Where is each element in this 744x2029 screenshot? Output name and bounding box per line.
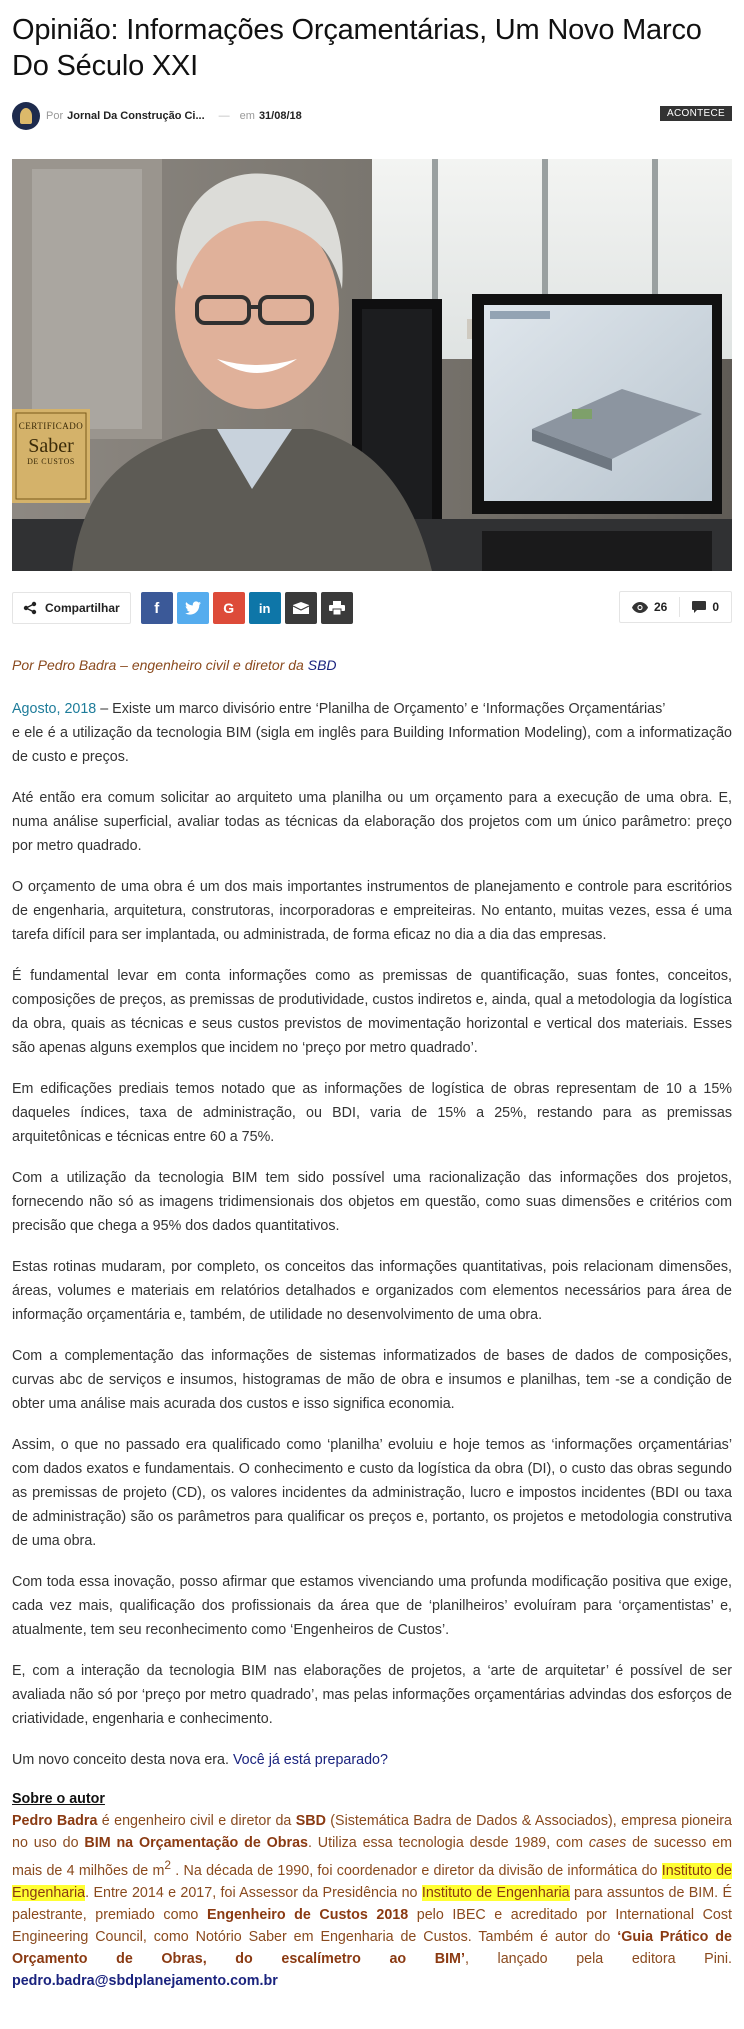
email-icon[interactable] <box>285 592 317 624</box>
paragraph: E, com a interação da tecnologia BIM nas elaborações de projetos, a ‘arte de arquitetar’ é possível de ser avaliada não só por ‘preço por metro quadrado’, mas pelas informações orçamentárias advindas dos esforços de criatividade, engenharia e conhecimento. <box>12 1663 732 1727</box>
facebook-icon[interactable]: f <box>141 592 173 624</box>
article-title: Opinião: Informações Orçamentárias, Um Novo Marco Do Século XXI <box>12 14 702 82</box>
paragraph: Assim, o que no passado era qualificado como ‘planilha’ evoluiu e hoje temos as ‘informações orçamentárias’ com dados exatos e fundamentais. O conhecimento e custo da logística da obra (DI), o custo das obras segundo as premissas de projeto (CD), os valores incidentes da administração, lucro e impostos incidentes (BDI ou taxa de administração) são os parâmetros para qualificar os preços e, portanto, os projetos e metodologia construtiva de uma obra. <box>12 1437 732 1549</box>
hero-badge-line3: DE CUSTOS <box>27 457 75 466</box>
paragraph: Estas rotinas mudaram, por completo, os conceitos das informações quantitativas, pois relacionam dimensões, áreas, volumes e materiais em relatórios detalhados e organizados com elementos necessários para área de informação orçamentária e, também, de utilidade no desenvolvimento de uma obra. <box>12 1259 732 1323</box>
views-value: 26 <box>653 600 668 614</box>
paragraph: Com a complementação das informações de sistemas informatizados de bases de dados de composições, curvas abc de serviços e insumos, histogramas de mão de obra e insumos e planilhas, tem -se a condição de obter uma análise mais acurada dos custos e isso significa economia. <box>12 1348 732 1412</box>
byline-text: Por Pedro Badra – engenheiro civil e diretor da <box>12 657 308 673</box>
author-email-link[interactable]: pedro.badra@sbdplanejamento.com.br <box>12 1972 278 1989</box>
book-title: ‘Guia Prático de Orçamento de Obras, do escalímetro ao BIM’ <box>12 1928 732 1967</box>
hero-photo <box>12 159 732 571</box>
share-label: Compartilhar <box>45 601 120 615</box>
by-prefix: Por <box>46 110 64 122</box>
hero-image <box>12 159 732 571</box>
paragraph: É fundamental levar em conta informações como as premissas de quantificação, suas fontes, conceitos, composições de preços, as premissas de produtividade, custos indiretos e, ainda, qual a metodologia da logística da obra, quais as técnicas e seus custos previstos de movimentação horizontal e vertical dos materiais. Esses são apenas alguns exemplos que incidem no ‘preço por metro quadrado’. <box>12 968 732 1056</box>
publish-date: 31/08/18 <box>258 110 302 122</box>
award-highlight: Engenheiro de Custos 2018 <box>206 1906 409 1923</box>
author-name: Pedro Badra <box>12 1813 98 1829</box>
paragraph: Até então era comum solicitar ao arquiteto uma planilha ou um orçamento para a execução de uma obra. E, numa análise superficial, avaliar todas as técnicas da elaboração dos projetos com um único parâmetro: preço por metro quadrado. <box>12 790 732 854</box>
closing-question: Você já está preparado? <box>232 1752 388 1768</box>
category-tag[interactable]: ACONTECE <box>660 106 732 121</box>
author-avatar[interactable] <box>12 102 40 130</box>
about-author-text: Pedro Badra é engenheiro civil e diretor da SBD (Sistemática Badra de Dados & Associados), empresa pioneira no uso do BIM na Orçamentação de Obras. Utiliza essa tecnologia desde 1989, com cases de sucesso em mais de 4 milhões de $m^2$ . Na década de 1990, foi coordenador e diretor da divisão de informática do Instituto de Engenharia. Entre 2014 e 2017, foi Assessor da Presidência no Instituto de Engenharia para assuntos de BIM. É palestrante, premiado como Engenheiro de Custos 2018 pelo IBEC e acreditado por International Cost Engineering Council, como Notório Saber em Engenharia de Custos. Também é autor do ‘Guia Prático de Orçamento de Obras, do escalímetro ao BIM’, lançado pela editora Pini. pedro.badra@sbdplanejamento.com.br <box>12 1813 733 1989</box>
share-icon <box>23 601 37 615</box>
date-prefix: em <box>239 110 255 122</box>
comments-count[interactable] <box>692 600 719 614</box>
comment-icon <box>692 601 706 613</box>
paragraph: Com toda essa inovação, posso afirmar que estamos vivenciando uma profunda modificação positiva que exige, cada vez mais, qualificação dos profissionais da área que de ‘planilheiros’ evoluíram para ‘orçamentistas’ e, atualmente, tem seu reconhecimento como ‘Engenheiros de Custos’. <box>12 1574 732 1638</box>
byline-sbd-link[interactable]: SBD <box>307 657 337 673</box>
article-byline <box>12 655 732 675</box>
institute-highlight: Instituto de Engenharia <box>421 1884 570 1901</box>
closing-paragraph <box>12 1748 732 1772</box>
hero-badge <box>12 421 90 466</box>
company-name: SBD <box>295 1813 326 1829</box>
post-stats <box>619 591 732 623</box>
hero-badge-line1: CERTIFICADO <box>18 421 84 431</box>
share-bar <box>12 591 732 625</box>
paragraph: O orçamento de uma obra é um dos mais importantes instrumentos de planejamento e controle para escritórios de engenharia, arquitetura, construtoras, incorporadoras e empreiteiras. No entanto, muitas vezes, essa é uma tarefa difícil para ser implantada, ou administrada, de forma eficaz no dia a dia das empresas. <box>12 879 732 943</box>
hero-badge-line2: Saber <box>28 435 74 457</box>
meta-separator: — <box>218 110 230 122</box>
views-count <box>632 600 667 614</box>
intro-paragraph <box>12 697 732 769</box>
paragraph: Com a utilização da tecnologia BIM tem sido possível uma racionalização das informações dos projetos, fornecendo não só as imagens tridimensionais dos objetos em questão, como suas dimensões e critérios com precisão que chega a 95% dos dados quantitativos. <box>12 1170 732 1234</box>
twitter-icon[interactable] <box>177 592 209 624</box>
intro-text-2: e ele é a utilização da tecnologia BIM (sigla em inglês para Building Information Modeling), com a informatização de custo e preços. <box>12 725 732 765</box>
bim-highlight: BIM na Orçamentação de Obras <box>84 1835 308 1851</box>
about-author-heading: Sobre o autor <box>12 1791 105 1807</box>
article-meta <box>12 96 732 136</box>
paragraph: Em edificações prediais temos notado que as informações de logística de obras representam de 10 a 15% daqueles índices, taxa de administração, ou BDI, varia de 15% a 25%, restando para as premissas arquitetônicas e técnicas entre 60 a 75%. <box>12 1081 732 1145</box>
institute-highlight: Instituto de Engenharia <box>12 1862 732 1901</box>
share-button[interactable] <box>12 592 131 624</box>
intro-date-link[interactable]: Agosto, 2018 <box>12 701 97 717</box>
google-plus-icon[interactable]: G <box>213 592 245 624</box>
print-icon[interactable] <box>321 592 353 624</box>
closing-text: Um novo conceito desta nova era. <box>12 1752 233 1768</box>
intro-text: – Existe um marco divisório entre ‘Planilha de Orçamento’ e ‘Informações Orçamentárias’ <box>96 701 666 717</box>
linkedin-icon[interactable]: in <box>249 592 281 624</box>
comments-value: 0 <box>712 600 719 614</box>
author-link[interactable]: Jornal Da Construção Ci... <box>67 110 205 122</box>
article-body <box>12 697 732 1772</box>
eye-icon <box>632 602 648 613</box>
